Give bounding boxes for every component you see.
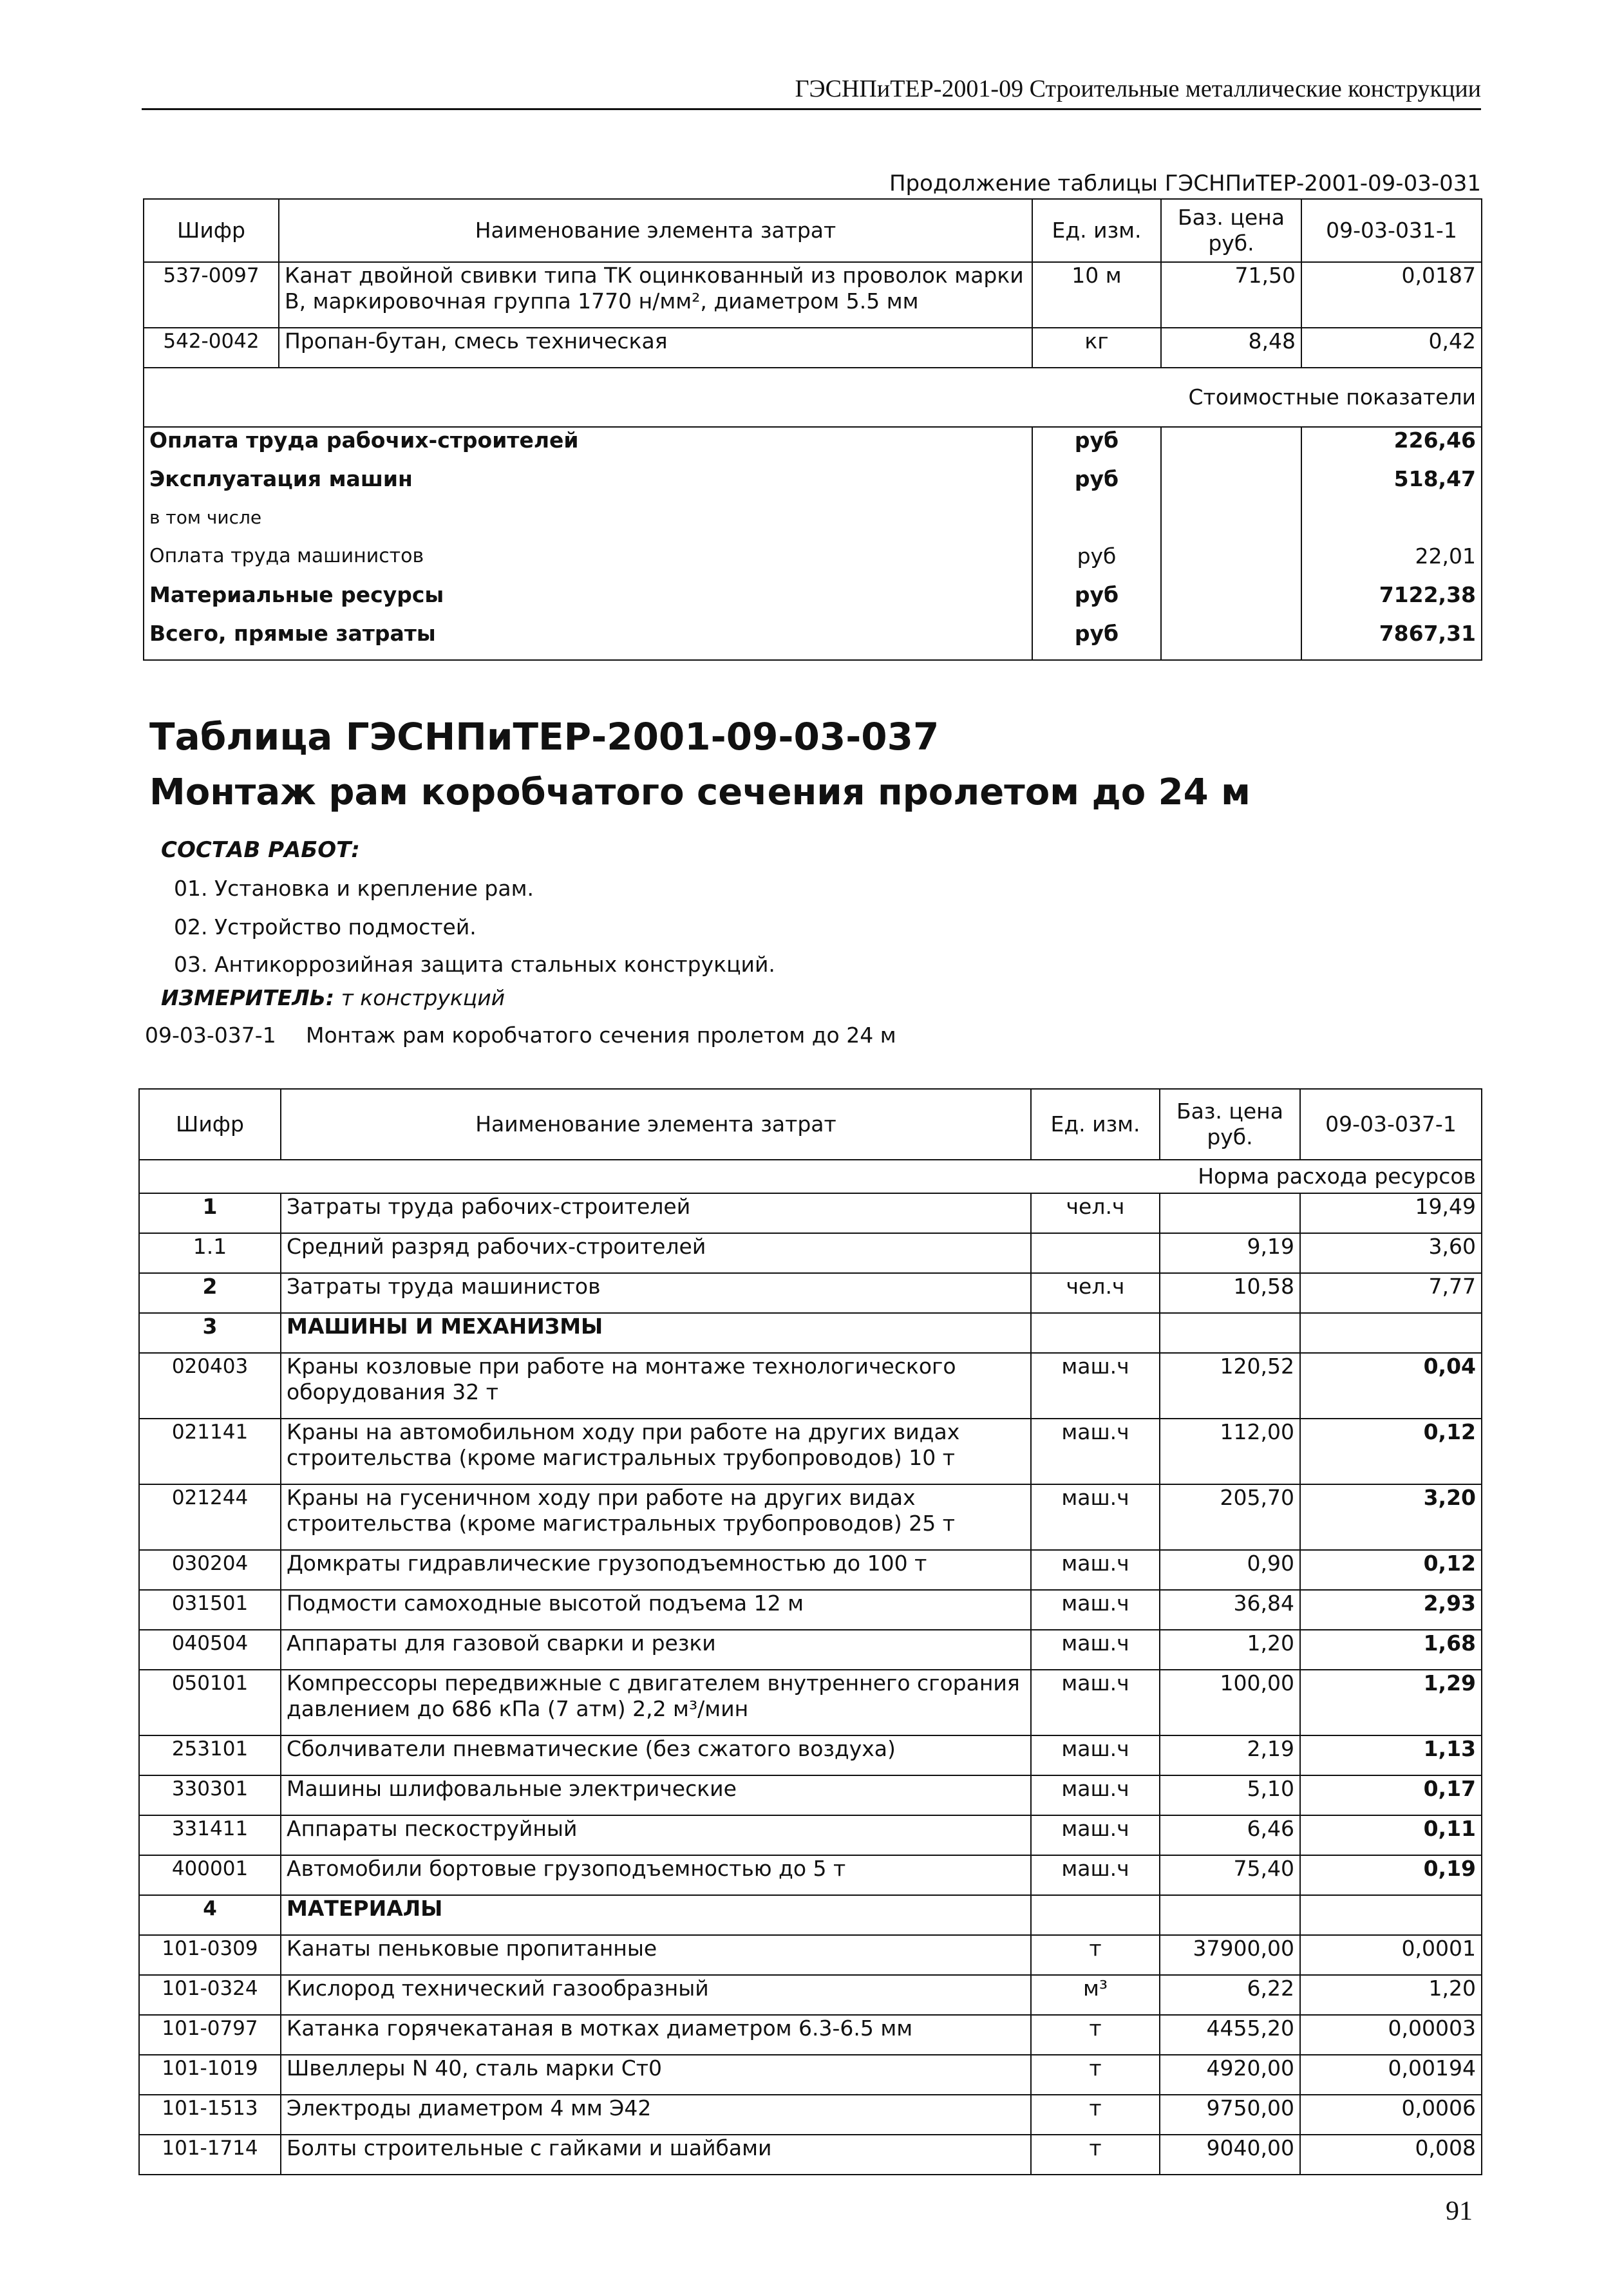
cell-code: 021141 <box>139 1419 281 1484</box>
table-row <box>139 1313 1482 1353</box>
cell-unit: маш.ч <box>1031 1590 1160 1630</box>
cell-code: 101-1019 <box>139 2055 281 2095</box>
cell-price: 120,52 <box>1160 1353 1300 1419</box>
cell-norm: 0,00194 <box>1300 2055 1482 2095</box>
cost-unit: руб <box>1032 543 1161 582</box>
cell-name: Электроды диаметром 4 мм Э42 <box>281 2095 1031 2135</box>
cell-unit: маш.ч <box>1031 1630 1160 1670</box>
col-header-norm: 09-03-031-1 <box>1301 199 1482 262</box>
cell-unit: т <box>1031 2015 1160 2055</box>
cell-norm: 19,49 <box>1300 1193 1482 1233</box>
cell-unit: м³ <box>1031 1975 1160 2015</box>
cost-label: Эксплуатация машин <box>144 466 1032 505</box>
cell-name: Машины шлифовальные электрические <box>281 1775 1031 1815</box>
cell-price <box>1160 1313 1300 1353</box>
cell-price: 75,40 <box>1160 1855 1300 1895</box>
code-line-code: 09-03-037-1 <box>145 1023 276 1048</box>
cell-name: Канат двойной свивки типа ТК оцинкованный из проволок марки В, маркировочная группа 1770 н/мм², диаметром 5.5 мм <box>279 262 1032 328</box>
table-row <box>139 1353 1482 1419</box>
composition-item: 02. Устройство подмостей. <box>174 914 477 940</box>
table-row <box>139 1735 1482 1775</box>
cost-row <box>144 466 1482 505</box>
meter-value: т конструкций <box>341 985 505 1010</box>
cost-value: 518,47 <box>1301 466 1482 505</box>
page-number: 91 <box>1446 2197 1473 2226</box>
cell-code: 030204 <box>139 1550 281 1590</box>
cell-norm: 1,13 <box>1300 1735 1482 1775</box>
table-row <box>139 1484 1482 1550</box>
cell-name: Болты строительные с гайками и шайбами <box>281 2135 1031 2175</box>
cell-code: 101-0797 <box>139 2015 281 2055</box>
cell-name: Аппараты пескоструйный <box>281 1815 1031 1855</box>
table-row <box>139 2135 1482 2175</box>
cell-name: Сболчиватели пневматические (без сжатого воздуха) <box>281 1735 1031 1775</box>
continuation-caption: Продолжение таблицы ГЭСНПиТЕР-2001-09-03-031 <box>889 171 1481 196</box>
cell-name: Компрессоры передвижные с двигателем внутреннего сгорания давлением до 686 кПа (7 атм) 2,2 м³/мин <box>281 1670 1031 1735</box>
cell-price: 100,00 <box>1160 1670 1300 1735</box>
cell-unit: маш.ч <box>1031 1419 1160 1484</box>
cell-norm: 7,77 <box>1300 1273 1482 1313</box>
table-row <box>139 1815 1482 1855</box>
table-title: Таблица ГЭСНПиТЕР-2001-09-03-037 <box>149 715 939 759</box>
cost-unit: руб <box>1032 427 1161 466</box>
composition-item: 03. Антикоррозийная защита стальных конструкций. <box>174 952 775 977</box>
col-header-name: Наименование элемента затрат <box>279 199 1032 262</box>
cell-name: Подмости самоходные высотой подъема 12 м <box>281 1590 1031 1630</box>
cell-unit: 10 м <box>1032 262 1161 328</box>
cell-code: 331411 <box>139 1815 281 1855</box>
cost-label: Материальные ресурсы <box>144 582 1032 621</box>
table-subtitle: Монтаж рам коробчатого сечения пролетом до 24 м <box>149 771 1251 813</box>
cell-unit: чел.ч <box>1031 1273 1160 1313</box>
cost-header-row <box>144 368 1482 427</box>
cell-unit: маш.ч <box>1031 1775 1160 1815</box>
cell-norm: 0,12 <box>1300 1550 1482 1590</box>
table-row <box>144 262 1482 328</box>
cell-name: МАШИНЫ И МЕХАНИЗМЫ <box>281 1313 1031 1353</box>
cell-unit <box>1031 1233 1160 1273</box>
cost-value: 226,46 <box>1301 427 1482 466</box>
cell-name: Швеллеры N 40, сталь марки Ст0 <box>281 2055 1031 2095</box>
table-header-row <box>144 199 1482 262</box>
cell-unit: кг <box>1032 328 1161 368</box>
table-row <box>139 1550 1482 1590</box>
cost-label: в том числе <box>144 505 1032 543</box>
cost-value: 7122,38 <box>1301 582 1482 621</box>
table-row <box>139 1975 1482 2015</box>
cell-price: 5,10 <box>1160 1775 1300 1815</box>
cell-norm: 3,60 <box>1300 1233 1482 1273</box>
cell-price: 9750,00 <box>1160 2095 1300 2135</box>
cost-row <box>144 543 1482 582</box>
cell-norm: 0,04 <box>1300 1353 1482 1419</box>
table-row <box>139 1590 1482 1630</box>
cell-price: 9040,00 <box>1160 2135 1300 2175</box>
cell-price: 6,46 <box>1160 1815 1300 1855</box>
cell-code: 101-1513 <box>139 2095 281 2135</box>
cost-label: Оплата труда рабочих-строителей <box>144 427 1032 466</box>
cost-value: 22,01 <box>1301 543 1482 582</box>
cell-unit <box>1031 1313 1160 1353</box>
cell-norm: 0,17 <box>1300 1775 1482 1815</box>
cell-name: Катанка горячекатаная в мотках диаметром 6.3-6.5 мм <box>281 2015 1031 2055</box>
cell-price: 8,48 <box>1161 328 1301 368</box>
cell-norm: 0,11 <box>1300 1815 1482 1855</box>
cell-name: Краны козловые при работе на монтаже технологического оборудования 32 т <box>281 1353 1031 1419</box>
col-header-name: Наименование элемента затрат <box>281 1089 1031 1160</box>
cell-unit: маш.ч <box>1031 1670 1160 1735</box>
cell-norm: 1,29 <box>1300 1670 1482 1735</box>
table-row <box>139 2015 1482 2055</box>
composition-item: 01. Установка и крепление рам. <box>174 876 534 901</box>
cell-unit: т <box>1031 2095 1160 2135</box>
cell-price <box>1160 1193 1300 1233</box>
cell-price: 71,50 <box>1161 262 1301 328</box>
cell-unit: т <box>1031 2055 1160 2095</box>
cell-price: 10,58 <box>1160 1273 1300 1313</box>
cost-row <box>144 621 1482 660</box>
composition-label: СОСТАВ РАБОТ: <box>161 837 360 863</box>
cell-price: 6,22 <box>1160 1975 1300 2015</box>
cell-code: 2 <box>139 1273 281 1313</box>
cell-code: 3 <box>139 1313 281 1353</box>
table-row <box>139 1895 1482 1935</box>
cell-unit: маш.ч <box>1031 1550 1160 1590</box>
cost-row <box>144 427 1482 466</box>
cell-norm: 0,008 <box>1300 2135 1482 2175</box>
col-header-unit: Ед. изм. <box>1031 1089 1160 1160</box>
cell-code: 040504 <box>139 1630 281 1670</box>
cell-unit: маш.ч <box>1031 1735 1160 1775</box>
cell-norm: 1,20 <box>1300 1975 1482 2015</box>
cell-unit: маш.ч <box>1031 1484 1160 1550</box>
cell-norm: 0,00003 <box>1300 2015 1482 2055</box>
cell-code: 537-0097 <box>144 262 279 328</box>
cell-norm: 0,0001 <box>1300 1935 1482 1975</box>
cell-price: 4455,20 <box>1160 2015 1300 2055</box>
cost-value: 7867,31 <box>1301 621 1482 660</box>
cell-name: Домкраты гидравлические грузоподъемностью до 100 т <box>281 1550 1031 1590</box>
cell-name: Затраты труда рабочих-строителей <box>281 1193 1031 1233</box>
cell-code: 1 <box>139 1193 281 1233</box>
cell-norm <box>1300 1313 1482 1353</box>
cell-code: 330301 <box>139 1775 281 1815</box>
cell-code: 101-0309 <box>139 1935 281 1975</box>
cell-code: 1.1 <box>139 1233 281 1273</box>
cell-unit: т <box>1031 1935 1160 1975</box>
table-row <box>139 1193 1482 1233</box>
cell-price <box>1160 1895 1300 1935</box>
table-row <box>139 1855 1482 1895</box>
cell-name: Краны на гусеничном ходу при работе на других видах строительства (кроме магистральных трубопроводов) 25 т <box>281 1484 1031 1550</box>
cell-norm: 0,0006 <box>1300 2095 1482 2135</box>
meter-label: ИЗМЕРИТЕЛЬ: <box>161 985 335 1010</box>
table-row <box>139 1233 1482 1273</box>
cell-price: 37900,00 <box>1160 1935 1300 1975</box>
col-header-norm: 09-03-037-1 <box>1300 1089 1482 1160</box>
cell-unit: чел.ч <box>1031 1193 1160 1233</box>
norm-header-row <box>139 1160 1482 1193</box>
code-line-text: Монтаж рам коробчатого сечения пролетом до 24 м <box>306 1023 896 1048</box>
cell-code: 101-0324 <box>139 1975 281 2015</box>
cost-unit: руб <box>1032 621 1161 660</box>
cell-code: 021244 <box>139 1484 281 1550</box>
cell-price: 2,19 <box>1160 1735 1300 1775</box>
cell-norm: 0,42 <box>1301 328 1482 368</box>
cell-code: 101-1714 <box>139 2135 281 2175</box>
cell-norm: 1,68 <box>1300 1630 1482 1670</box>
cell-name: Кислород технический газообразный <box>281 1975 1031 2015</box>
cell-code: 031501 <box>139 1590 281 1630</box>
cell-name: Канаты пеньковые пропитанные <box>281 1935 1031 1975</box>
table-header-row <box>139 1089 1482 1160</box>
col-header-unit: Ед. изм. <box>1032 199 1161 262</box>
cell-name: Краны на автомобильном ходу при работе на других видах строительства (кроме магистральных трубопроводов) 10 т <box>281 1419 1031 1484</box>
cost-label: Оплата труда машинистов <box>144 543 1032 582</box>
cell-code: 253101 <box>139 1735 281 1775</box>
table-row <box>139 1670 1482 1735</box>
cost-row <box>144 505 1482 543</box>
cell-price: 1,20 <box>1160 1630 1300 1670</box>
cell-name: МАТЕРИАЛЫ <box>281 1895 1031 1935</box>
cell-norm <box>1300 1895 1482 1935</box>
cell-norm: 2,93 <box>1300 1590 1482 1630</box>
resource-table <box>138 1088 1482 2175</box>
table-row <box>139 1630 1482 1670</box>
col-header-price: Баз. цена руб. <box>1161 199 1301 262</box>
cell-unit: маш.ч <box>1031 1815 1160 1855</box>
cell-code: 542-0042 <box>144 328 279 368</box>
cell-norm: 0,12 <box>1300 1419 1482 1484</box>
cell-unit: маш.ч <box>1031 1353 1160 1419</box>
table-row <box>139 1935 1482 1975</box>
cell-price: 4920,00 <box>1160 2055 1300 2095</box>
cell-code: 4 <box>139 1895 281 1935</box>
cost-unit: руб <box>1032 466 1161 505</box>
cell-name: Затраты труда машинистов <box>281 1273 1031 1313</box>
cell-code: 050101 <box>139 1670 281 1735</box>
table-row <box>139 1273 1482 1313</box>
cell-price: 36,84 <box>1160 1590 1300 1630</box>
cell-name: Пропан-бутан, смесь техническая <box>279 328 1032 368</box>
cell-name: Аппараты для газовой сварки и резки <box>281 1630 1031 1670</box>
cell-norm: 3,20 <box>1300 1484 1482 1550</box>
cell-price: 9,19 <box>1160 1233 1300 1273</box>
cell-code: 400001 <box>139 1855 281 1895</box>
running-header: ГЭСНПиТЕР-2001-09 Строительные металлические конструкции <box>142 70 1481 110</box>
cost-label: Всего, прямые затраты <box>144 621 1032 660</box>
cell-unit <box>1031 1895 1160 1935</box>
cell-unit: т <box>1031 2135 1160 2175</box>
cell-unit: маш.ч <box>1031 1855 1160 1895</box>
meter-line <box>161 985 505 1010</box>
cell-name: Средний разряд рабочих-строителей <box>281 1233 1031 1273</box>
cell-norm: 0,0187 <box>1301 262 1482 328</box>
cell-code: 020403 <box>139 1353 281 1419</box>
cell-price: 0,90 <box>1160 1550 1300 1590</box>
cell-norm: 0,19 <box>1300 1855 1482 1895</box>
col-header-price: Баз. цена руб. <box>1160 1089 1300 1160</box>
table-row <box>139 2055 1482 2095</box>
cost-unit: руб <box>1032 582 1161 621</box>
cell-name: Автомобили бортовые грузоподъемностью до 5 т <box>281 1855 1031 1895</box>
table-row <box>144 328 1482 368</box>
cost-row <box>144 582 1482 621</box>
col-header-code: Шифр <box>139 1089 281 1160</box>
col-header-code: Шифр <box>144 199 279 262</box>
table-row <box>139 1419 1482 1484</box>
table-row <box>139 2095 1482 2135</box>
cell-price: 112,00 <box>1160 1419 1300 1484</box>
table-continuation <box>143 198 1482 661</box>
cost-header: Стоимостные показатели <box>144 368 1482 427</box>
table-row <box>139 1775 1482 1815</box>
cell-price: 205,70 <box>1160 1484 1300 1550</box>
norm-header: Норма расхода ресурсов <box>139 1160 1482 1193</box>
